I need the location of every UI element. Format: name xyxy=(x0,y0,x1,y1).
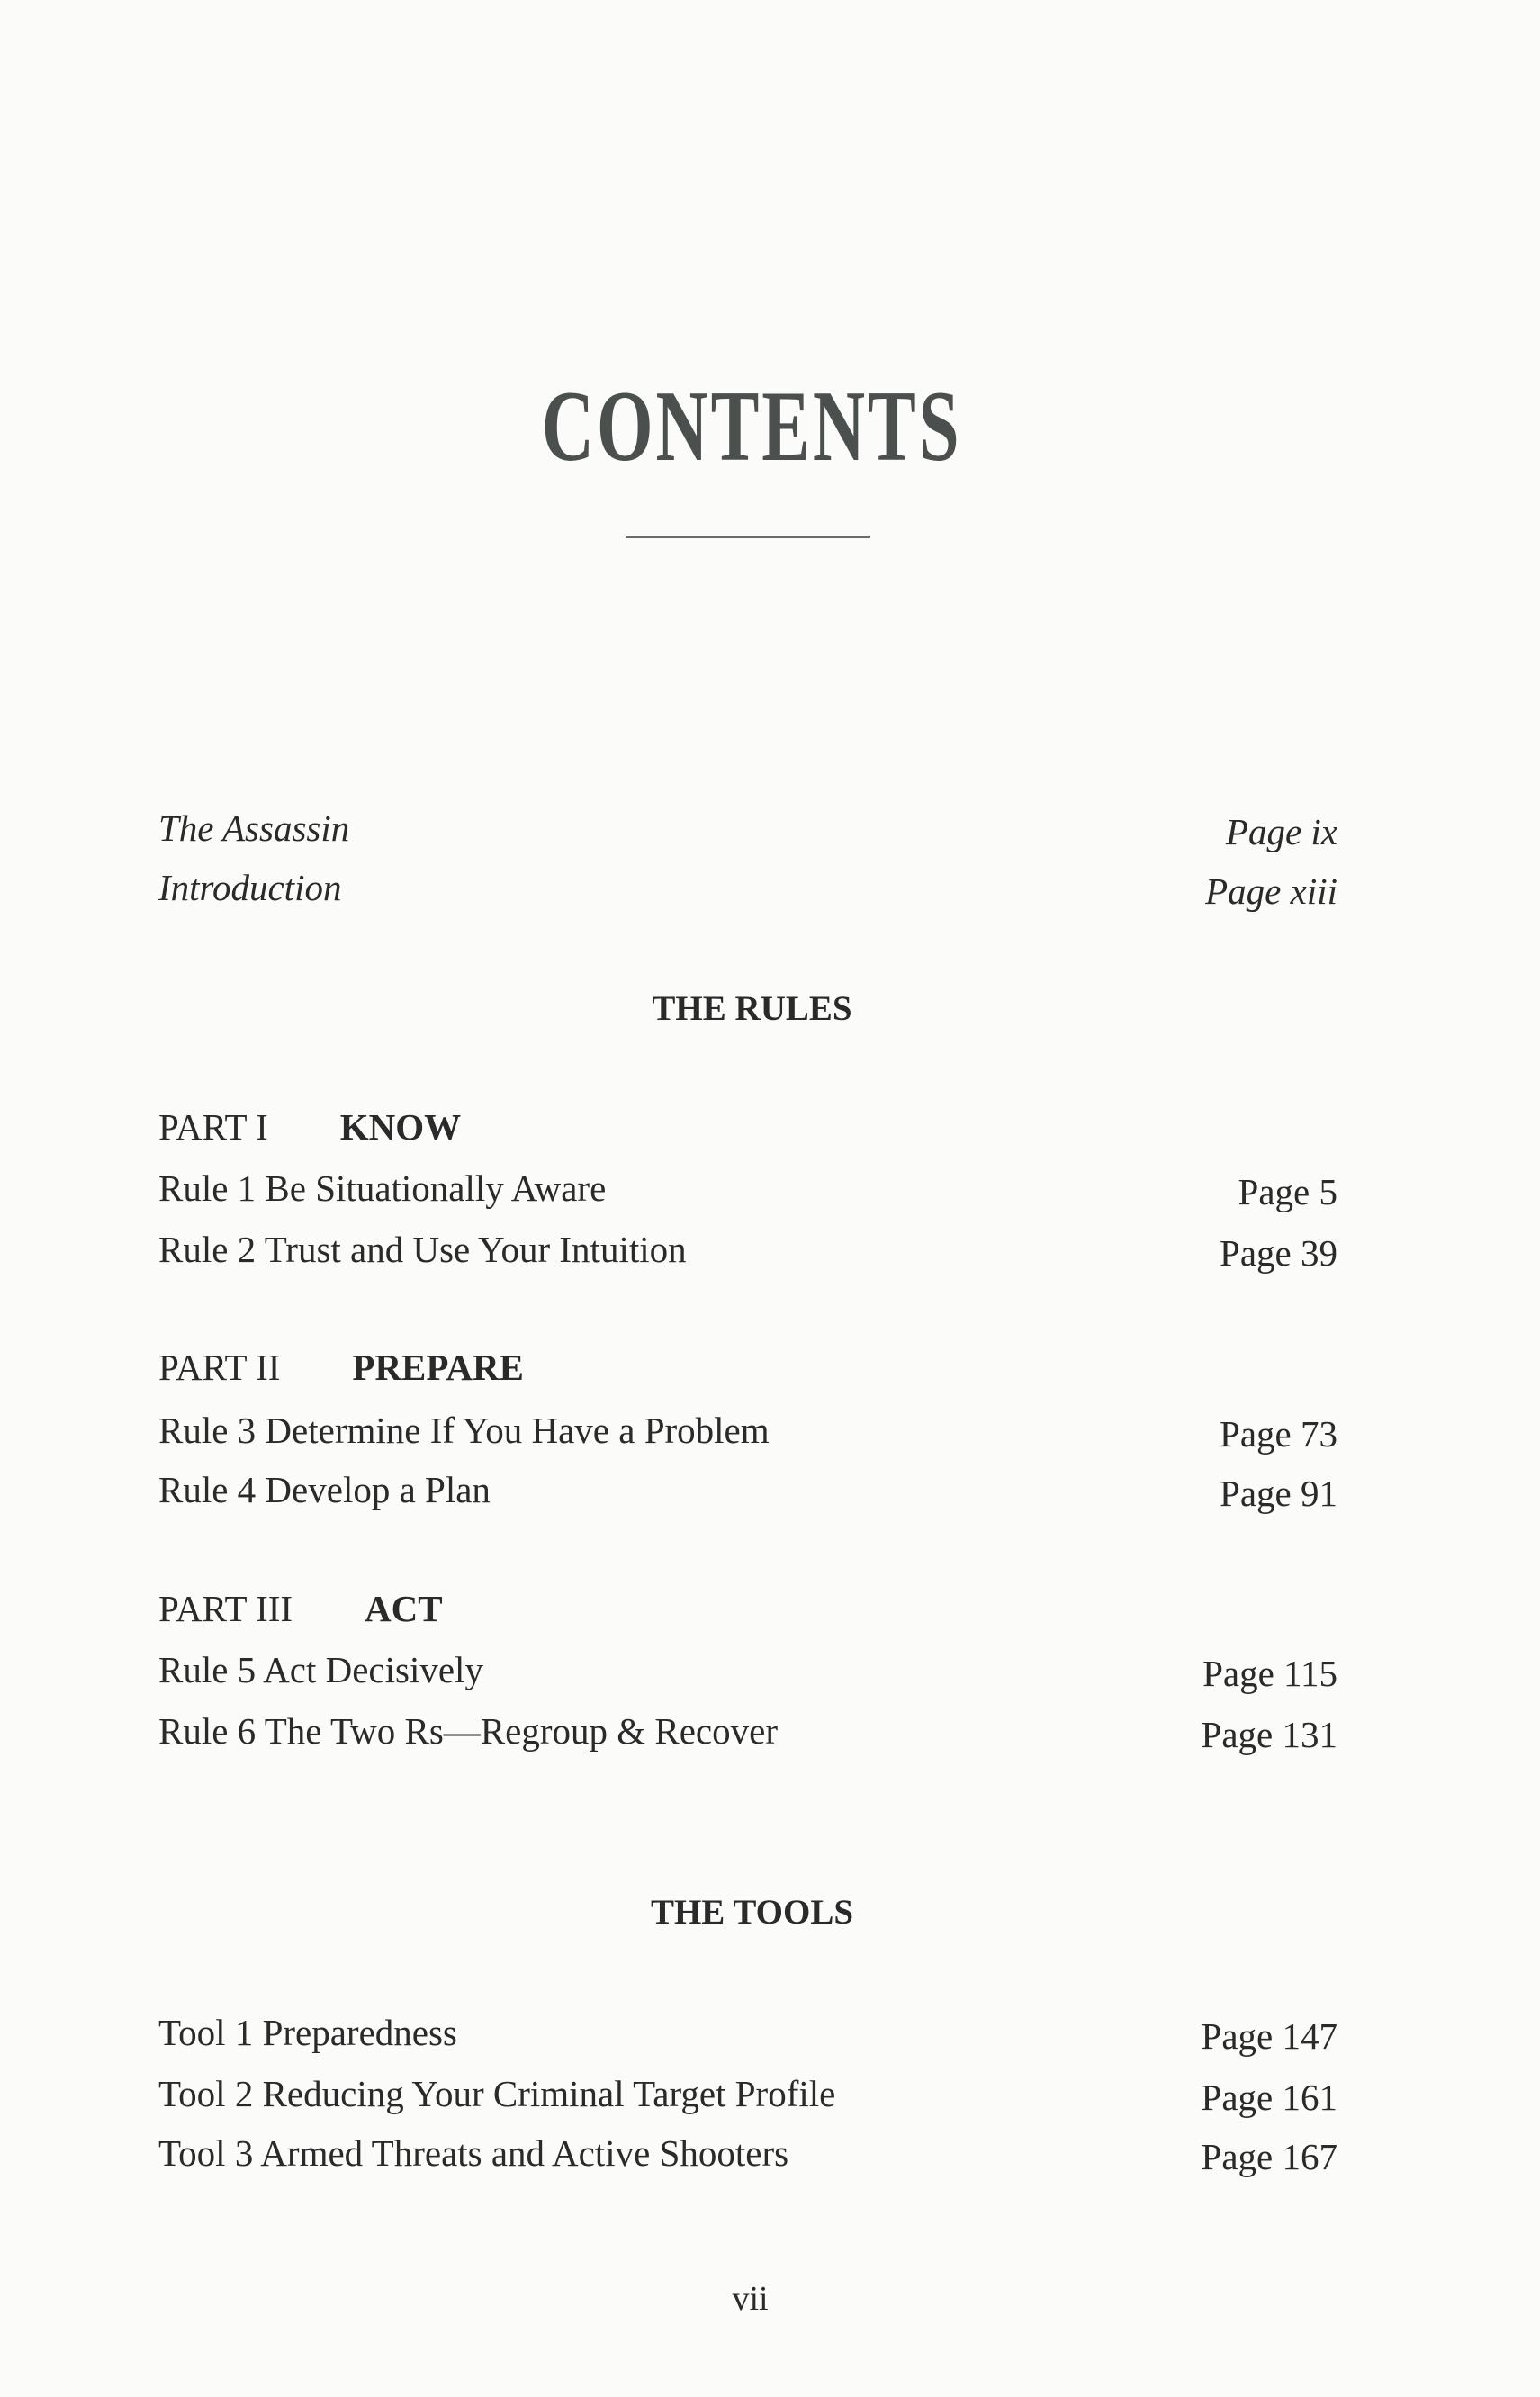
entry-page: Page ix xyxy=(1225,811,1337,852)
part-keyword: PREPARE xyxy=(352,1347,524,1388)
entry-label: Rule 2 Trust and Use Your Intuition xyxy=(158,1229,687,1270)
entry-page: Page 167 xyxy=(1201,2136,1337,2177)
part-heading xyxy=(158,1102,1337,1152)
part-keyword: ACT xyxy=(365,1588,443,1629)
entry-label: Rule 5 Act Decisively xyxy=(158,1649,483,1690)
toc-entry[interactable] xyxy=(158,1645,1337,1695)
toc-entry[interactable] xyxy=(158,1405,1337,1455)
toc-entry[interactable] xyxy=(158,1706,1337,1756)
page-title xyxy=(0,369,1540,485)
entry-page: Page 161 xyxy=(1201,2077,1337,2118)
entry-page: Page 131 xyxy=(1201,1714,1337,1755)
entry-page: Page xiii xyxy=(1205,870,1337,912)
entry-page: Page 5 xyxy=(1238,1171,1337,1212)
section-heading-rules: THE RULES xyxy=(652,989,852,1028)
entry-label: Tool 3 Armed Threats and Active Shooters xyxy=(158,2132,789,2174)
entry-page: Page 73 xyxy=(1220,1413,1337,1455)
toc-entry[interactable] xyxy=(158,2007,1337,2058)
title-divider xyxy=(626,536,870,538)
toc-entry[interactable] xyxy=(158,1224,1337,1275)
toc-entry[interactable] xyxy=(158,803,1337,853)
entry-label: Tool 1 Preparedness xyxy=(158,2012,457,2053)
entry-label: Introduction xyxy=(158,867,342,908)
title-text: CONTENTS xyxy=(542,371,962,482)
entry-page: Page 115 xyxy=(1202,1653,1337,1694)
part-heading xyxy=(158,1342,1337,1392)
toc-entry[interactable] xyxy=(158,2068,1337,2119)
part-number: PART III xyxy=(158,1588,293,1629)
part-heading xyxy=(158,1583,1337,1634)
entry-page: Page 39 xyxy=(1220,1232,1337,1274)
entry-label: Tool 2 Reducing Your Criminal Target Profile xyxy=(158,2073,836,2114)
page-number: vii xyxy=(732,2280,769,2318)
part-number: PART II xyxy=(158,1347,281,1388)
entry-label: Rule 3 Determine If You Have a Problem xyxy=(158,1410,770,1451)
toc-entry[interactable] xyxy=(158,862,1337,913)
section-heading-tools: THE TOOLS xyxy=(650,1893,854,1932)
entry-label: Rule 1 Be Situationally Aware xyxy=(158,1167,607,1209)
toc-entry[interactable] xyxy=(158,1464,1337,1515)
toc-entry[interactable] xyxy=(158,2128,1337,2178)
entry-page: Page 147 xyxy=(1201,2015,1337,2057)
part-keyword: KNOW xyxy=(339,1106,462,1148)
entry-page: Page 91 xyxy=(1220,1473,1337,1514)
entry-label: Rule 6 The Two Rs—Regroup & Recover xyxy=(158,1710,778,1752)
toc-entry[interactable] xyxy=(158,1163,1337,1213)
part-number: PART I xyxy=(158,1106,268,1148)
entry-label: The Assassin xyxy=(158,807,350,849)
entry-label: Rule 4 Develop a Plan xyxy=(158,1469,491,1510)
